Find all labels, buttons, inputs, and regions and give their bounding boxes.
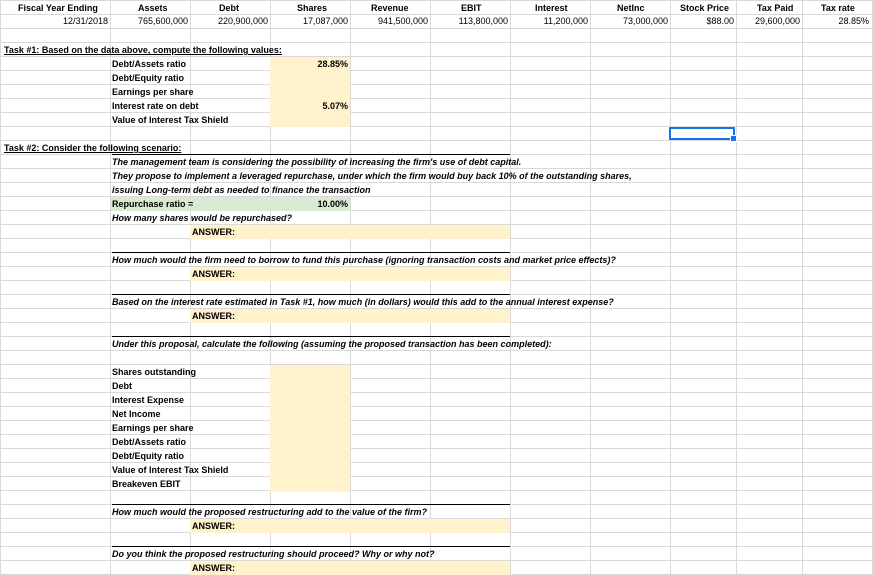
cell-netinc[interactable]: 73,000,000 xyxy=(622,16,668,26)
scenario-text: They propose to implement a leveraged repurchase, under which the firm would buy back 10% of the outstanding shares, xyxy=(112,171,632,181)
proposal-item: Shares outstanding xyxy=(112,367,197,377)
col-header-debt: Debt xyxy=(219,3,239,13)
proposal-item: Breakeven EBIT xyxy=(112,479,181,489)
border-line xyxy=(112,154,510,155)
cell-fiscal-year[interactable]: 12/31/2018 xyxy=(62,16,108,26)
answer-label: ANSWER: xyxy=(192,563,235,573)
col-header-tax-rate: Tax rate xyxy=(821,3,855,13)
cell-assets[interactable]: 765,600,000 xyxy=(137,16,188,26)
task1-item: Debt/Equity ratio xyxy=(112,73,185,83)
answer-label: ANSWER: xyxy=(192,521,235,531)
proposal-item: Debt/Equity ratio xyxy=(112,451,185,461)
answer-cell-q1[interactable] xyxy=(190,225,510,239)
task1-result[interactable]: 28.85% xyxy=(317,59,348,69)
answer-cell-q6[interactable] xyxy=(190,561,510,575)
cell-tax-rate[interactable]: 28.85% xyxy=(838,16,869,26)
col-header-assets: Assets xyxy=(138,3,168,13)
cell-stock-price[interactable]: $88.00 xyxy=(706,16,734,26)
col-header-tax-paid: Tax Paid xyxy=(757,3,794,13)
question-1: How many shares would be repurchased? xyxy=(112,213,293,223)
proposal-item: Net Income xyxy=(112,409,161,419)
answer-cell-q2[interactable] xyxy=(190,267,510,281)
question-4: Under this proposal, calculate the following (assuming the proposed transaction has been completed): xyxy=(112,339,552,349)
answer-label: ANSWER: xyxy=(192,311,235,321)
task1-title: Task #1: Based on the data above, compute the following values: xyxy=(4,45,282,55)
cell-tax-paid[interactable]: 29,600,000 xyxy=(754,16,800,26)
question-6: Do you think the proposed restructuring should proceed? Why or why not? xyxy=(112,549,435,559)
cell-interest[interactable]: 11,200,000 xyxy=(543,16,588,26)
answer-cell-q5[interactable] xyxy=(190,519,510,533)
task1-item: Earnings per share xyxy=(112,87,194,97)
question-3: Based on the interest rate estimated in Task #1, how much (in dollars) would this add to the annual interest expense? xyxy=(112,297,614,307)
repurchase-ratio-label: Repurchase ratio = xyxy=(112,199,194,209)
col-header-revenue: Revenue xyxy=(371,3,409,13)
answer-label: ANSWER: xyxy=(192,269,235,279)
task1-item: Debt/Assets ratio xyxy=(112,59,187,69)
fill-handle[interactable] xyxy=(730,135,737,142)
repurchase-ratio-value[interactable]: 10.00% xyxy=(317,199,348,209)
col-header-interest: Interest xyxy=(535,3,568,13)
cell-shares[interactable]: 17,087,000 xyxy=(302,16,348,26)
col-header-shares: Shares xyxy=(297,3,328,13)
proposal-item: Interest Expense xyxy=(112,395,185,405)
answer-label: ANSWER: xyxy=(192,227,235,237)
answer-cell-q3[interactable] xyxy=(190,309,510,323)
col-header-ebit: EBIT xyxy=(461,3,482,13)
cell-ebit[interactable]: 113,800,000 xyxy=(458,16,508,26)
col-header-stock-price: Stock Price xyxy=(680,3,730,13)
scenario-text: The management team is considering the possibility of increasing the firm's use of debt capital. xyxy=(112,157,522,167)
question-2: How much would the firm need to borrow to fund this purchase (ignoring transaction costs and market price effects)? xyxy=(112,255,616,265)
scenario-text: issuing Long-term debt as needed to finance the transaction xyxy=(112,185,371,195)
task1-item: Interest rate on debt xyxy=(112,101,199,111)
col-header-fiscal-year: Fiscal Year Ending xyxy=(18,3,98,13)
cell-debt[interactable]: 220,900,000 xyxy=(217,16,268,26)
cell-revenue[interactable]: 941,500,000 xyxy=(377,16,428,26)
question-5: How much would the proposed restructuring add to the value of the firm? xyxy=(112,507,428,517)
selected-cell[interactable] xyxy=(669,127,735,140)
proposal-item: Debt xyxy=(112,381,132,391)
proposal-item: Debt/Assets ratio xyxy=(112,437,187,447)
task1-item: Value of Interest Tax Shield xyxy=(112,115,229,125)
proposal-answer-cells[interactable] xyxy=(270,365,350,492)
proposal-item: Value of Interest Tax Shield xyxy=(112,465,229,475)
col-header-netinc: NetInc xyxy=(617,3,645,13)
task2-title: Task #2: Consider the following scenario: xyxy=(4,143,182,153)
task1-result[interactable]: 5.07% xyxy=(322,101,348,111)
proposal-item: Earnings per share xyxy=(112,423,194,433)
